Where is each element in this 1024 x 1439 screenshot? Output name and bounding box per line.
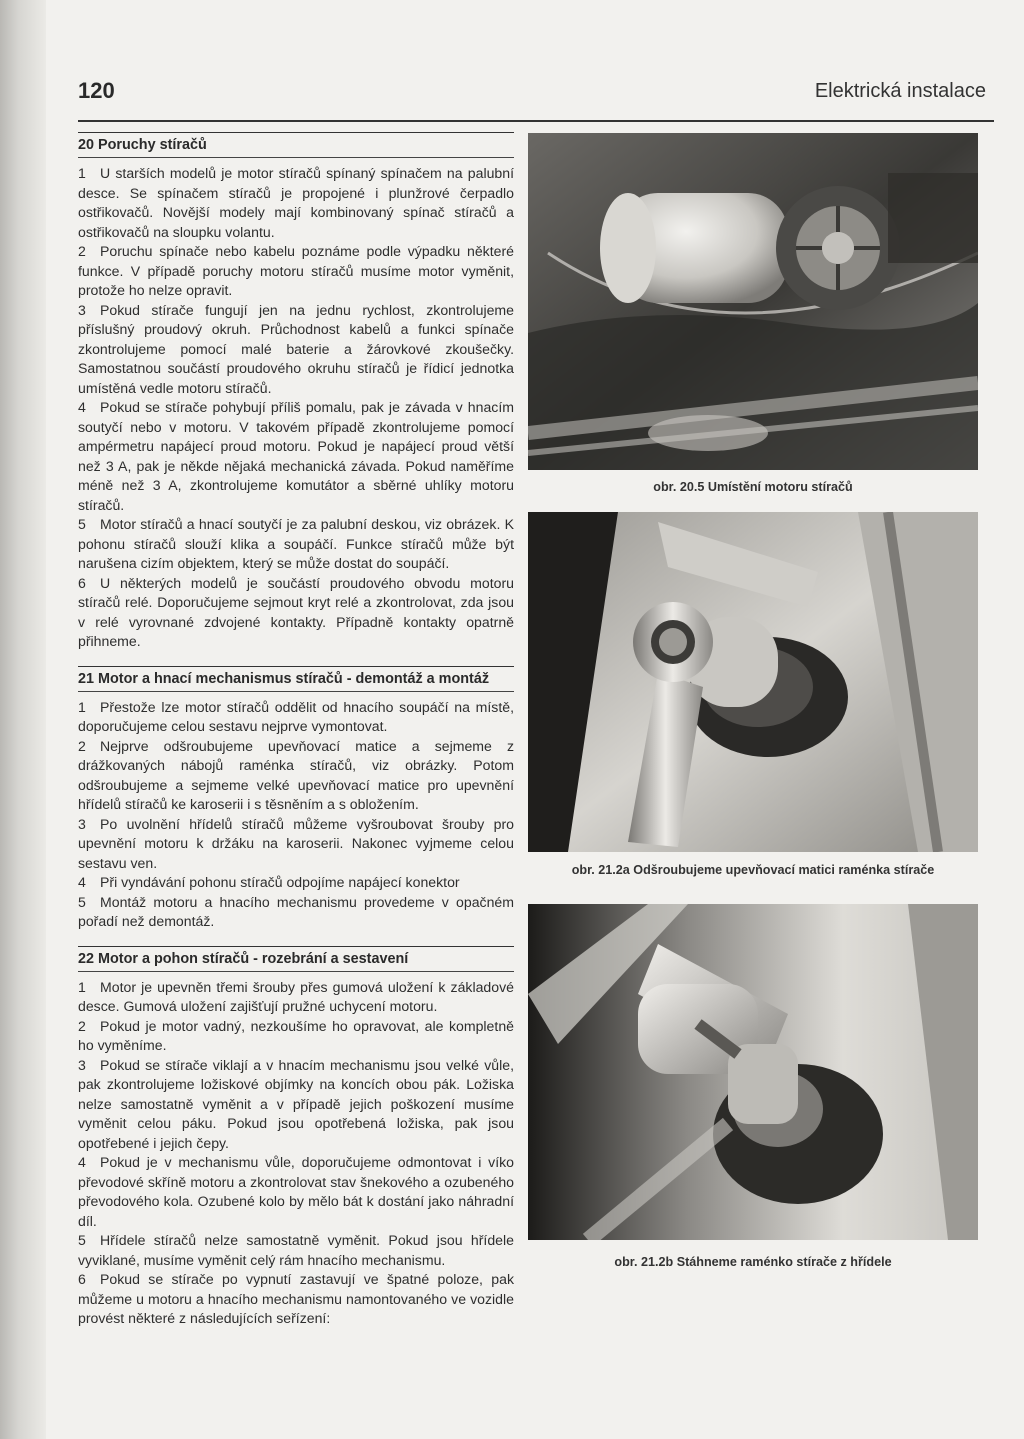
paragraph: 5 Hřídele stíračů nelze samostatně vyměnit. Pokud jsou hřídele vyviklané, musíme vyměnit celý rám hnacího mechanismu. <box>78 1232 514 1268</box>
paragraph: 5 Motor stíračů a hnací soutyčí je za palubní deskou, viz obrázek. K pohonu stíračů slouží klika a soupáčí. Funkce stíračů může být narušena cizím objektem, který se může dostat do soupáčí. <box>78 516 514 571</box>
photo-wiper-motor-graphic <box>528 133 978 470</box>
paragraph: 4 Pokud je v mechanismu vůle, doporučujeme odmontovat i víko převodové skříně motoru a zkontrolovat stav šnekového a ozubeného převodového kola. Ozubené kolo by mělo bát k dostání jako náhradní díl. <box>78 1154 514 1229</box>
section-20 <box>78 132 514 652</box>
paragraph: 2 Poruchu spínače nebo kabelu poznáme podle výpadku některé funkce. V případě poruchy motoru stíračů musíme motor vyměnit, protože ho nelze opravit. <box>78 243 514 298</box>
section-title: 22 Motor a pohon stíračů - rozebrání a sestavení <box>78 946 514 972</box>
photo-unscrew-nut-graphic <box>528 512 978 852</box>
paragraph: 4 Pokud se stírače pohybují příliš pomalu, pak je závada v hnacím soutyčí nebo v motoru. V takovém případě zkontrolujeme pomocí ampérmetru napájecí proud motoru. Pokud je napájecí proud větší než 3 A, pak je někde nějaká mechanická závada. Pokud naměříme méně než 3 A, zkontrolujeme komutátor a sběrné uhlíky motoru stíračů. <box>78 399 514 513</box>
section-title: 21 Motor a hnací mechanismus stíračů - demontáž a montáž <box>78 666 514 692</box>
paragraph: 2 Pokud je motor vadný, nezkoušíme ho opravovat, ale kompletně ho vyměníme. <box>78 1017 514 1053</box>
paragraph: 3 Pokud stírače fungují jen na jednu rychlost, zkontrolujeme příslušný proudový okruh. Průchodnost kabelů a funkci spínače zkontrolujeme pomocí malé baterie a žárovkové zkoušečky. Samostatnou součástí proudového okruhu stíračů je řídicí jednotka umístěná vedle motoru stíračů. <box>78 301 514 396</box>
paragraph: 4 Při vyndávání pohonu stíračů odpojíme napájecí konektor <box>78 874 460 890</box>
text-column <box>78 132 514 1343</box>
photo-remove-wiper-arm-graphic <box>528 904 978 1240</box>
figure-caption: obr. 21.2b Stáhneme raménko stírače z hřídele <box>614 1255 892 1269</box>
paragraph: 1 Motor je upevněn třemi šrouby přes gumová uložení k základové desce. Gumová uložení zajišťují pružné uchycení motoru. <box>78 978 514 1014</box>
section-title: 20 Poruchy stíračů <box>78 132 514 158</box>
paragraph: 3 Pokud se stírače viklají a v hnacím mechanismu jsou velké vůle, pak zkontrolujeme ložiskové objímky na koncích obou pák. Ložiska nelze samostatně vyměnit a v případě jejich poškození musíme vyměnit celou páku. Pokud jsou opotřebená ložiska, pak jsou opotřebené i jejich čepy. <box>78 1056 514 1151</box>
section-21 <box>78 666 514 932</box>
page-number: 120 <box>78 78 115 103</box>
photo-unscrew-nut <box>528 512 978 852</box>
photo-remove-wiper-arm <box>528 904 978 1240</box>
header-rule <box>78 120 994 122</box>
paragraph: 6 Pokud se stírače po vypnutí zastavují ve špatné poloze, pak můžeme u motoru a hnacího mechanismu namontovaného ve vozidle provést některé z následujících seřízení: <box>78 1271 514 1326</box>
paragraph: 5 Montáž motoru a hnacího mechanismu provedeme v opačném pořadí než demontáž. <box>78 893 514 929</box>
paragraph: 6 U některých modelů je součástí proudového obvodu motoru stíračů relé. Doporučujeme sejmout kryt relé a zkontrolovat, zda jsou v relé vyrovnané zdvojené kontakty. Případně kontakty opatrně přihneme. <box>78 574 514 649</box>
paragraph: 3 Po uvolnění hřídelů stíračů můžeme vyšroubovat šrouby pro upevnění motoru k držáku na karoserii. Nakonec vyjmeme celou sestavu ven. <box>78 815 514 871</box>
running-title: Elektrická instalace <box>814 80 986 102</box>
paragraph: 1 Přestože lze motor stíračů oddělit od hnacího soupáčí na místě, doporučujeme celou sestavu nejprve vymontovat. <box>78 698 514 734</box>
photo-wiper-motor <box>528 133 978 470</box>
book-spine-shadow <box>0 0 46 1439</box>
figure-caption: obr. 20.5 Umístění motoru stíračů <box>653 480 853 494</box>
paragraph: 2 Nejprve odšroubujeme upevňovací matice a sejmeme z drážkovaných nábojů raménka stíračů, viz obrázky. Potom odšroubujeme a sejmeme velké upevňovací matice pro upevnění hřídelů stíračů ke karoserii i s těsněním a s obložením. <box>78 737 514 812</box>
paragraph: 1 U starších modelů je motor stíračů spínaný spínačem na palubní desce. Se spínačem stíračů je propojené i plunžrové čerpadlo ostřikovačů. Novější modely mají kombinovaný spínač stíračů a ostřikovačů na sloupku volantu. <box>78 165 514 240</box>
section-22 <box>78 946 514 1329</box>
figure-caption: obr. 21.2a Odšroubujeme upevňovací matici raménka stírače <box>571 863 935 877</box>
